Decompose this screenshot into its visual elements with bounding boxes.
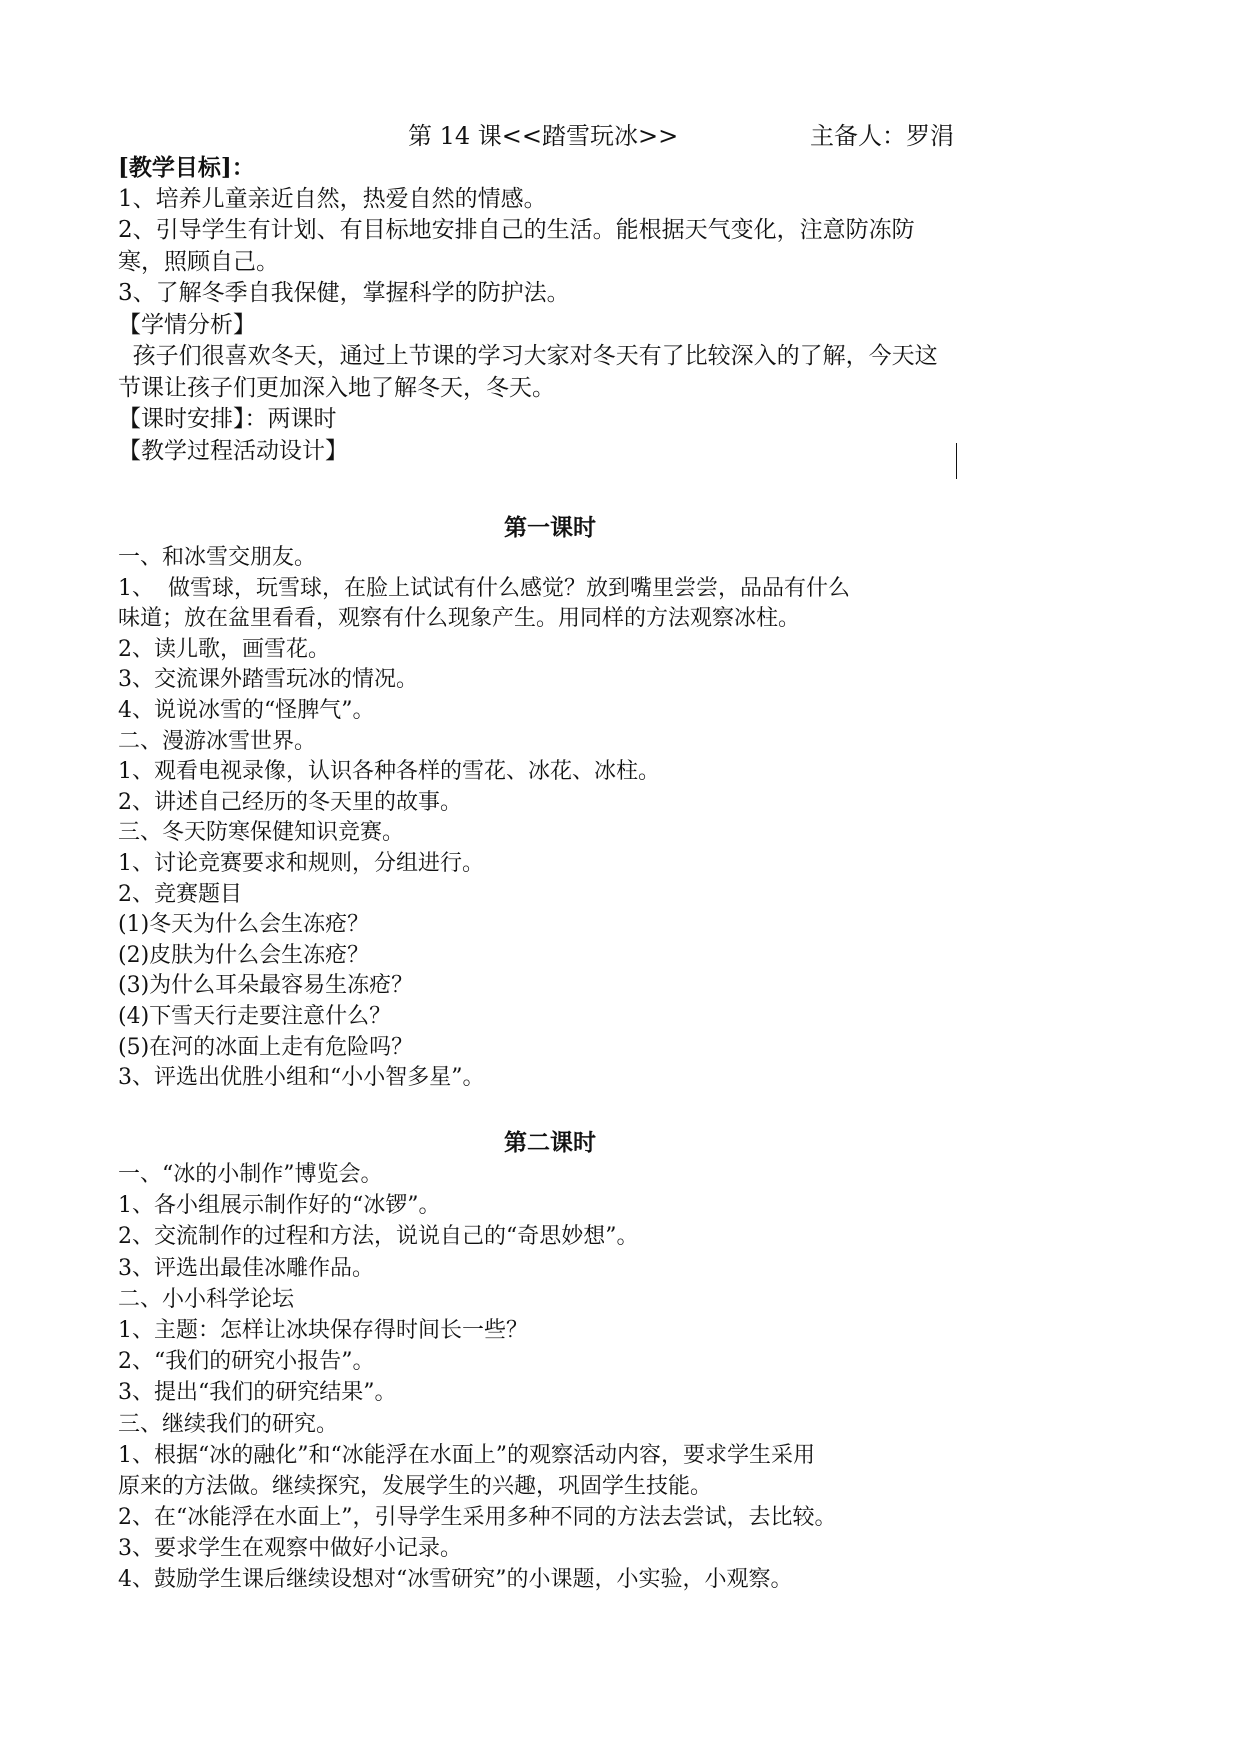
- lesson1-line: 2、讲述自己经历的冬天里的故事。: [118, 789, 462, 815]
- schedule-heading: 【课时安排】：: [118, 406, 268, 432]
- intro-section: [118, 152, 958, 467]
- schedule-line: [118, 404, 958, 436]
- objective-item: 3、了解冬季自我保健，掌握科学的防护法。: [118, 280, 570, 306]
- lesson1-body: [118, 543, 958, 1094]
- lesson2-line: 2、在“冰能浮在水面上”，引导学生采用多种不同的方法去尝试，去比较。: [118, 1505, 837, 1531]
- lesson-title: 第 14 课<<踏雪玩冰>>: [408, 122, 679, 150]
- lesson1-line: 1、观看电视录像，认识各种各样的雪花、冰花、冰柱。: [118, 759, 660, 785]
- lesson2-body: [118, 1159, 958, 1596]
- lesson2-line: 原来的方法做。继续探究，发展学生的兴趣，巩固学生技能。: [118, 1473, 713, 1499]
- lesson1-line: 味道；放在盆里看看，观察有什么现象产生。用同样的方法观察冰柱。: [118, 606, 801, 632]
- lesson1-line: (5)在河的冰面上走有危险吗？: [118, 1034, 414, 1060]
- lesson2-line: 3、评选出最佳冰雕作品。: [118, 1255, 374, 1281]
- lesson1-line: 4、说说冰雪的“怪脾气”。: [118, 697, 375, 723]
- lesson2-line: 2、交流制作的过程和方法，说说自己的“奇思妙想”。: [118, 1224, 639, 1250]
- analysis-text: 孩子们很喜欢冬天，通过上节课的学习大家对冬天有了比较深入的了解，今天这节课让孩子们更加深入地了解冬天，冬天。: [118, 343, 938, 401]
- lesson2-line: 1、各小组展示制作好的“冰锣”。: [118, 1193, 441, 1219]
- lesson2-line: 三、继续我们的研究。: [118, 1411, 339, 1437]
- analysis-heading: 【学情分析】: [118, 311, 256, 338]
- text-cursor: [956, 443, 957, 479]
- lesson1-line: 3、交流课外踏雪玩冰的情况。: [118, 667, 418, 693]
- objective-item: 1、培养儿童亲近自然，热爱自然的情感。: [118, 185, 547, 212]
- lesson1-line: 1、 做雪球，玩雪球，在脸上试试有什么感觉？放到嘴里尝尝，品品有什么: [118, 575, 850, 601]
- lesson1-title: 第一课时: [504, 514, 596, 541]
- schedule-value: 两课时: [267, 406, 337, 432]
- lesson2-line: 1、主题：怎样让冰块保存得时间长一些？: [118, 1317, 528, 1343]
- lesson-author: 主备人：罗涓: [810, 122, 954, 150]
- lesson1-line: (1)冬天为什么会生冻疮？: [118, 912, 370, 938]
- lesson1-line: 一、和冰雪交朋友。: [118, 545, 317, 570]
- lesson1-line: 2、读儿歌，画雪花。: [118, 636, 330, 662]
- lesson2-line: 1、根据“冰的融化”和“冰能浮在水面上”的观察活动内容，要求学生采用: [118, 1442, 815, 1468]
- process-heading: 【教学过程活动设计】: [118, 437, 348, 464]
- lesson2-line: 一、“冰的小制作”博览会。: [118, 1162, 383, 1187]
- lesson2-line: 3、提出“我们的研究结果”。: [118, 1380, 397, 1406]
- lesson-header: [0, 118, 1241, 154]
- lesson1-line: 2、竞赛题目: [118, 881, 242, 907]
- lesson1-line: (4)下雪天行走要注意什么？: [118, 1003, 392, 1029]
- lesson2-line: 4、鼓励学生课后继续设想对“冰雪研究”的小课题，小实验，小观察。: [118, 1567, 793, 1593]
- lesson1-line: 3、评选出优胜小组和“小小智多星”。: [118, 1065, 485, 1091]
- lesson1-line: 二、漫游冰雪世界。: [118, 728, 317, 754]
- objective-item: 2、引导学生有计划、有目标地安排自己的生活。能根据天气变化，注意防冻防寒，照顾自己。: [118, 217, 915, 275]
- lesson1-line: 1、讨论竞赛要求和规则，分组进行。: [118, 850, 484, 876]
- lesson2-line: 2、“我们的研究小报告”。: [118, 1349, 375, 1375]
- lesson2-line: 二、小小科学论坛: [118, 1286, 295, 1312]
- lesson2-title: 第二课时: [504, 1129, 596, 1156]
- lesson2-line: 3、要求学生在观察中做好小记录。: [118, 1536, 462, 1562]
- objectives-heading: [教学目标]：: [118, 154, 255, 181]
- lesson1-line: (2)皮肤为什么会生冻疮？: [118, 942, 370, 968]
- lesson1-line: 三、冬天防寒保健知识竞赛。: [118, 820, 405, 846]
- lesson1-line: (3)为什么耳朵最容易生冻疮？: [118, 973, 414, 999]
